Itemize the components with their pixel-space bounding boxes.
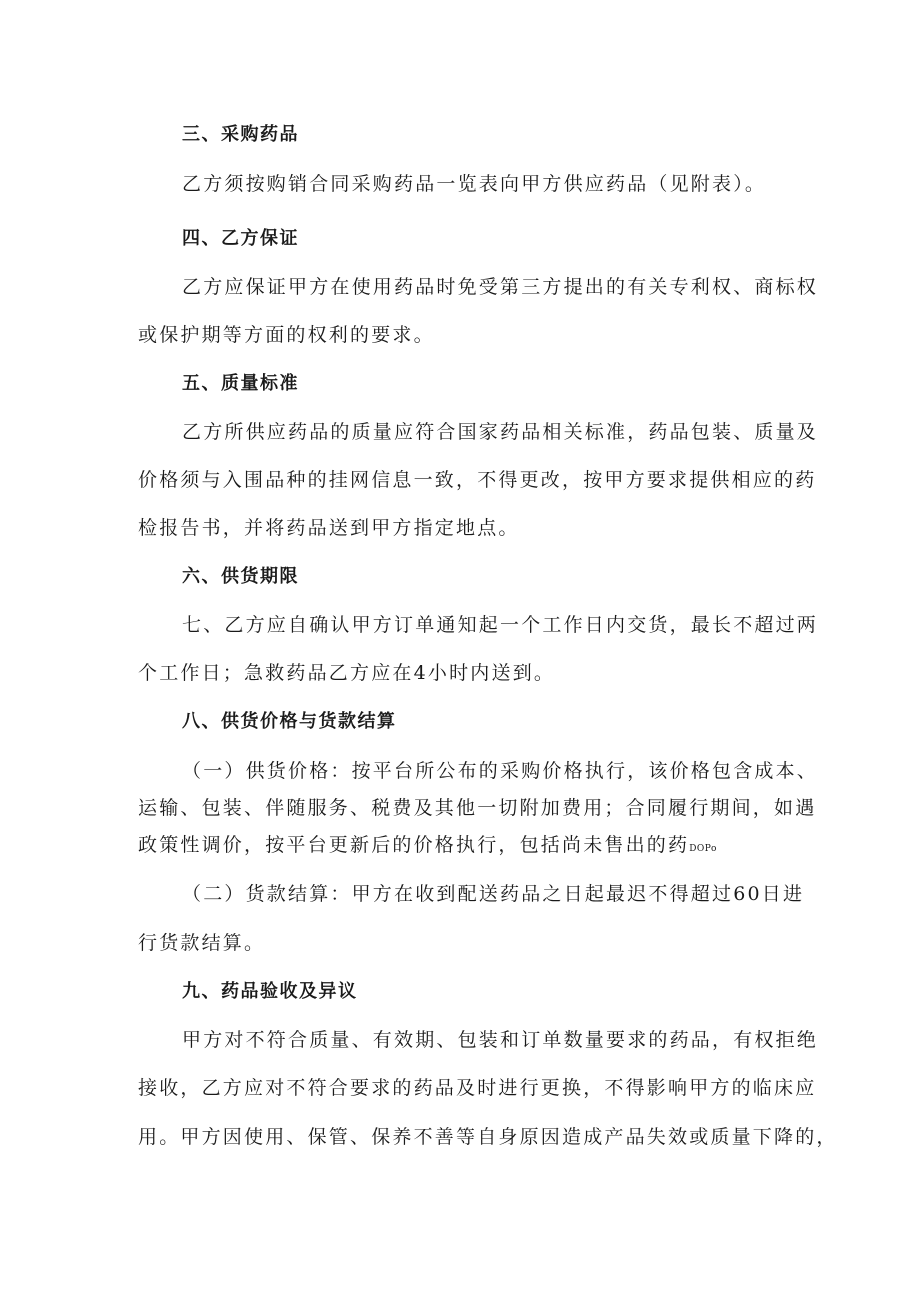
- paragraph-line: 七、乙方应自确认甲方订单通知起一个工作日内交货，最长不超过两: [182, 614, 819, 636]
- section-heading: 四、乙方保证: [182, 228, 299, 249]
- section-heading: 八、供货价格与货款结算: [182, 711, 397, 732]
- paragraph-line: 用。甲方因使用、保管、保养不善等自身原因造成产品失效或质量下降的，: [138, 1126, 838, 1148]
- paragraph-line: 个工作日；急救药品乙方应在4小时内送到。: [138, 662, 556, 684]
- section-heading: 九、药品验收及异议: [182, 981, 358, 1002]
- paragraph-line: 或保护期等方面的权利的要求。: [138, 324, 435, 346]
- paragraph-line: 接收，乙方应对不符合要求的药品及时进行更换，不得影响甲方的临床应: [138, 1077, 817, 1099]
- section-heading: 五、质量标准: [182, 373, 299, 394]
- paragraph-line: 乙方须按购销合同采购药品一览表向甲方供应药品（见附表）。: [182, 173, 767, 195]
- section-heading: 三、采购药品: [182, 124, 299, 145]
- paragraph-line: （一）供货价格：按平台所公布的采购价格执行，该价格包含成本、: [182, 760, 819, 782]
- paragraph-line: 运输、包装、伴随服务、税费及其他一切附加费用；合同履行期间，如遇: [138, 797, 817, 819]
- section-heading: 六、供货期限: [182, 566, 299, 587]
- paragraph-line: 价格须与入围品种的挂网信息一致，不得更改，按甲方要求提供相应的药: [138, 469, 817, 491]
- paragraph-line: 乙方所供应药品的质量应符合国家药品相关标准，药品包装、质量及: [182, 421, 819, 443]
- paragraph-line: 乙方应保证甲方在使用药品时免受第三方提出的有关专利权、商标权: [182, 276, 819, 298]
- paragraph-text: 政策性调价，按平台更新后的价格执行，包括尚未售出的药: [138, 834, 690, 856]
- garbled-suffix: DOPo: [689, 844, 717, 854]
- paragraph-line: 检报告书，并将药品送到甲方指定地点。: [138, 517, 520, 539]
- paragraph-line: （二）货款结算：甲方在收到配送药品之日起最迟不得超过60日进: [182, 883, 805, 905]
- paragraph-line: 行货款结算。: [138, 932, 266, 954]
- paragraph-line: 甲方对不符合质量、有效期、包装和订单数量要求的药品，有权拒绝: [182, 1029, 819, 1051]
- paragraph-line: [138, 832, 717, 862]
